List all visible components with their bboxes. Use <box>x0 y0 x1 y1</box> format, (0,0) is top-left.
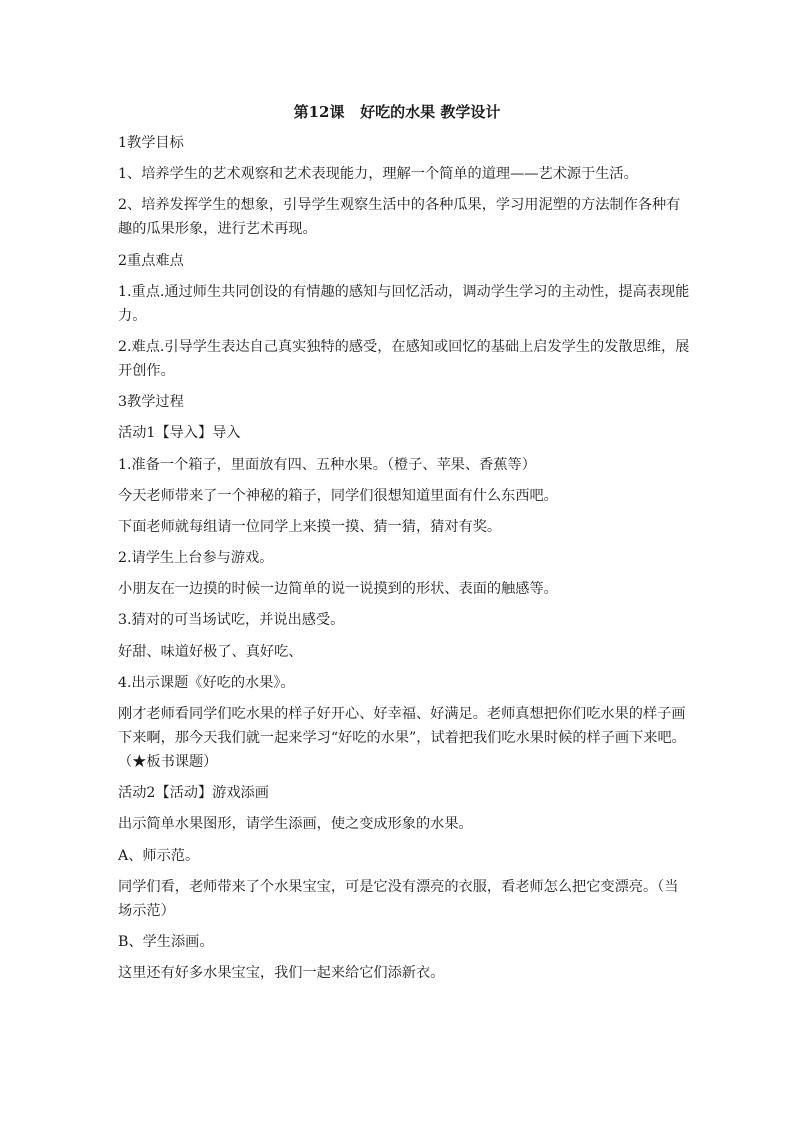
paragraph-line: 刚才老师看同学们吃水果的样子好开心、好幸福、好满足。老师真想把你们吃水果的样子画 <box>118 706 686 722</box>
document-body <box>118 131 690 992</box>
paragraph-line: 2、培养发挥学生的想象，引导学生观察生活中的各种瓜果，学习用泥塑的方法制作各种有 <box>118 197 681 214</box>
paragraph-line: 4.出示课题《好吃的水果》。 <box>118 674 295 691</box>
paragraph-line: （★板书课题） <box>118 754 218 770</box>
paragraph-line: 出示简单水果图形，请学生添画，使之变成形象的水果。 <box>118 816 473 833</box>
paragraph-line: 今天老师带来了一个神秘的箱子，同学们很想知道里面有什么东西吧。 <box>118 487 558 504</box>
paragraph-line: 1、培养学生的艺术观察和艺术表现能力，理解一个简单的道理——艺术源于生活。 <box>118 166 638 183</box>
paragraph-line: 1.重点.通过师生共同创设的有情趣的感知与回忆活动，调动学生学习的主动性，提高表现能 <box>118 283 690 300</box>
paragraph-line: 3.猜对的可当场试吃，并说出感受。 <box>118 612 345 629</box>
paragraph-line: 好甜、味道好极了、真好吃、 <box>118 643 303 660</box>
paragraph-line: 1.准备一个箱子，里面放有四、五种水果。（橙子、苹果、香蕉等） <box>118 456 536 473</box>
document-title: 第12课 好吃的水果 教学设计 <box>293 103 501 121</box>
paragraph-line: 同学们看，老师带来了个水果宝宝，可是它没有漂亮的衣服，看老师怎么把它变漂亮。（当 <box>118 878 679 895</box>
paragraph-line: 力。 <box>118 307 147 324</box>
paragraph-line: 开创作。 <box>118 362 175 379</box>
paragraph-line: 趣的瓜果形象，进行艺术再现。 <box>118 221 317 238</box>
paragraph-line: 下来啊，那今天我们就一起来学习“好吃的水果”，试着把我们吃水果时候的样子画下来吧。 <box>118 730 686 746</box>
paragraph-line: 2.难点.引导学生表达自己真实独特的感受，在感知或回忆的基础上启发学生的发散思维，展 <box>118 338 690 355</box>
paragraph-line: B、学生添画。 <box>118 933 214 950</box>
activity-heading: 活动1【导入】导入 <box>118 425 241 442</box>
paragraph-line: 2.请学生上台参与游戏。 <box>118 550 274 567</box>
section-heading-process: 3教学过程 <box>118 394 184 411</box>
paragraph-line: 这里还有好多水果宝宝，我们一起来给它们添新衣。 <box>118 965 445 982</box>
paragraph-line: 场示范） <box>118 902 175 919</box>
activity-heading: 活动2【活动】游戏添画 <box>118 785 269 802</box>
paragraph-line: A、师示范。 <box>118 847 200 864</box>
section-heading-objectives: 1教学目标 <box>118 135 184 151</box>
paragraph-line: 小朋友在一边摸的时候一边简单的说一说摸到的形状、表面的触感等。 <box>118 581 558 598</box>
paragraph-line: 下面老师就每组请一位同学上来摸一摸、猜一猜，猜对有奖。 <box>118 518 502 535</box>
section-heading-key-points: 2重点难点 <box>118 252 184 269</box>
